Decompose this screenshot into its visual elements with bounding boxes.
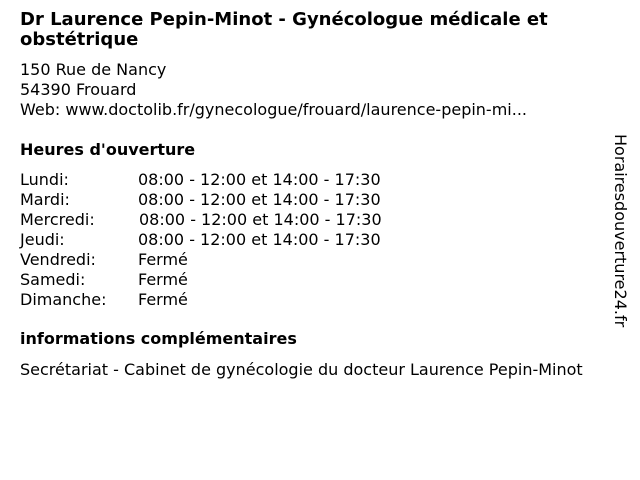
time-value: 08:00 - 12:00 et 14:00 - 17:30 [138, 170, 381, 189]
time-value: Fermé [138, 250, 188, 269]
day-label: Dimanche: [20, 290, 107, 309]
time-value: Fermé [138, 290, 188, 309]
day-label: Vendredi: [20, 250, 96, 269]
opening-hours-heading: Heures d'ouverture [20, 140, 196, 159]
day-label: Jeudi: [20, 230, 65, 249]
hours-row-wednesday [20, 210, 620, 230]
additional-info-text: Secrétariat - Cabinet de gynécologie du docteur Laurence Pepin-Minot [20, 360, 583, 379]
hours-row-thursday [20, 230, 620, 250]
hours-row-saturday [20, 270, 620, 290]
time-value: 08:00 - 12:00 et 14:00 - 17:30 [138, 230, 381, 249]
day-label: Mercredi: [20, 210, 95, 229]
hours-row-monday [20, 170, 620, 190]
business-name: Dr Laurence Pepin-Minot - Gynécologue médicale et obstétrique [20, 9, 548, 50]
opening-hours-table [20, 170, 620, 310]
day-label: Samedi: [20, 270, 86, 289]
hours-row-friday [20, 250, 620, 270]
time-value: Fermé [138, 270, 188, 289]
additional-info-heading: informations complémentaires [20, 329, 297, 348]
address-street: 150 Rue de Nancy [20, 60, 167, 79]
business-card [20, 10, 620, 380]
address-postal-city: 54390 Frouard [20, 80, 137, 99]
hours-row-sunday [20, 290, 620, 310]
site-watermark: Horairesdouverture24.fr [611, 134, 630, 328]
time-value: 08:00 - 12:00 et 14:00 - 17:30 [139, 210, 382, 229]
address-block [20, 60, 620, 120]
time-value: 08:00 - 12:00 et 14:00 - 17:30 [138, 190, 381, 209]
hours-row-tuesday [20, 190, 620, 210]
website-link[interactable]: Web: www.doctolib.fr/gynecologue/frouard/laurence-pepin-mi... [20, 100, 527, 119]
day-label: Lundi: [20, 170, 69, 189]
day-label: Mardi: [20, 190, 70, 209]
